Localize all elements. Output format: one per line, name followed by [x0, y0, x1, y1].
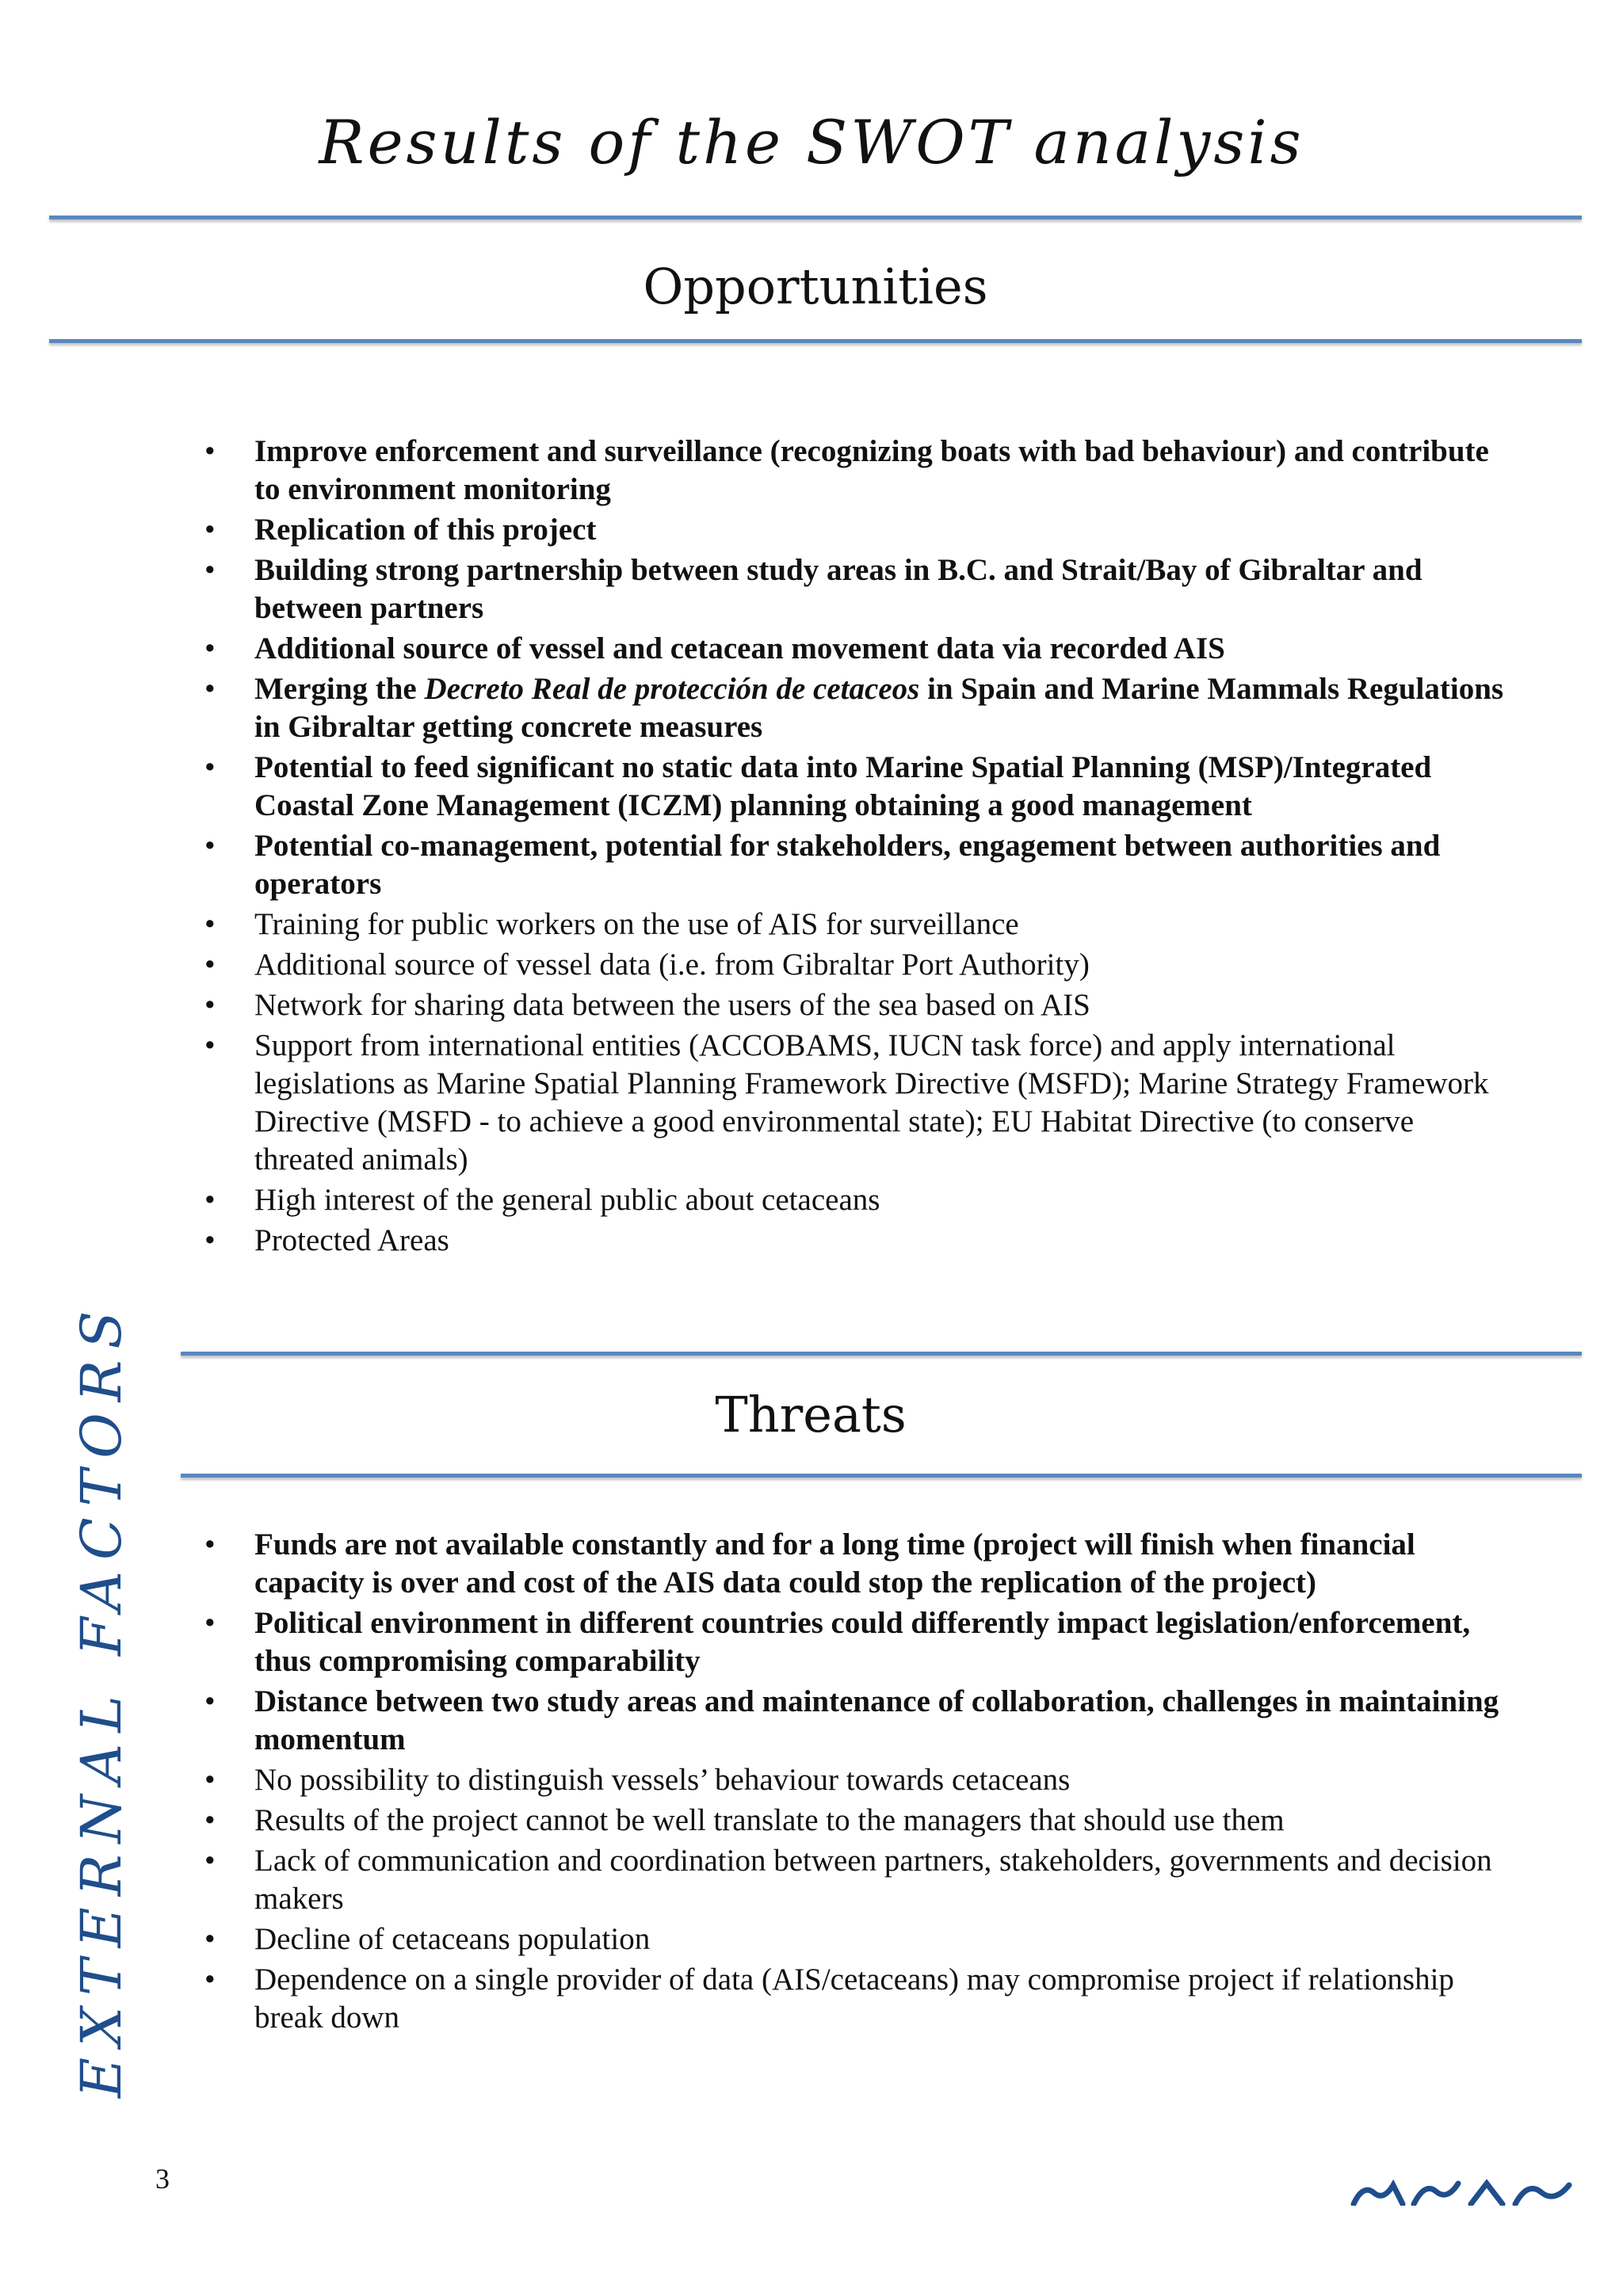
threats-item-text: Distance between two study areas and maintenance of collaboration, challenges in maintaining momentum	[254, 1684, 1499, 1756]
opportunities-item	[204, 906, 1504, 944]
opportunities-item	[204, 511, 1504, 549]
opportunities-item	[204, 827, 1504, 903]
opportunities-item-text: Additional source of vessel data (i.e. from Gibraltar Port Authority)	[254, 948, 1090, 982]
opportunities-item-text: Support from international entities (ACCOBAMS, IUCN task force) and apply international legislations as Marine Spatial Planning Framework Directive (MSFD); Marine Strategy Framework Directive (MSFD - to achieve a good environmental state); EU Habitat Directive (to conserve threated animals)	[254, 1028, 1489, 1177]
opportunities-item	[204, 630, 1504, 668]
opportunities-top-rule	[49, 215, 1582, 219]
threats-item	[204, 1802, 1504, 1840]
opportunities-heading: Opportunities	[643, 257, 988, 315]
opportunities-item-text: Improve enforcement and surveillance (recognizing boats with bad behaviour) and contribute to environment monitoring	[254, 434, 1489, 506]
threats-item	[204, 1761, 1504, 1799]
threats-bottom-rule	[181, 1474, 1582, 1478]
opportunities-item-text: Protected Areas	[254, 1223, 449, 1257]
opportunities-item	[204, 670, 1504, 746]
external-factors-label: EXTERNAL FACTORS	[69, 1299, 134, 2098]
opportunities-item-text: in Spain and Marine Mammals Regulations in Gibraltar getting concrete measures	[254, 672, 1504, 744]
opportunities-item-text: Building strong partnership between study areas in B.C. and Strait/Bay of Gibraltar and between partners	[254, 553, 1423, 625]
opportunities-item	[204, 946, 1504, 984]
threats-top-rule	[181, 1352, 1582, 1356]
page-title: Results of the SWOT analysis	[319, 107, 1304, 177]
threats-item-text: Decline of cetaceans population	[254, 1922, 651, 1956]
threats-item	[204, 1920, 1504, 1958]
threats-item	[204, 1526, 1504, 1602]
threats-item-text: Funds are not available constantly and for a long time (project will finish when financial capacity is over and cost of the AIS data could stop the replication of the project)	[254, 1527, 1415, 1600]
opportunities-item-text: Training for public workers on the use of AIS for surveillance	[254, 907, 1019, 941]
page-number: 3	[155, 2163, 170, 2195]
threats-list	[204, 1526, 1504, 2039]
opportunities-list	[204, 433, 1504, 1262]
threats-item	[204, 1683, 1504, 1759]
opportunities-item-italic-text: Decreto Real de protección de cetaceos	[424, 672, 920, 706]
opportunities-item	[204, 1181, 1504, 1219]
opportunities-item-text: High interest of the general public about cetaceans	[254, 1183, 880, 1217]
opportunities-item-text: Potential to feed significant no static data into Marine Spatial Planning (MSP)/Integrated Coastal Zone Management (ICZM) planning obtaining a good management	[254, 750, 1432, 822]
opportunities-item-text: Network for sharing data between the users of the sea based on AIS	[254, 988, 1090, 1022]
threats-item	[204, 1604, 1504, 1680]
threats-item	[204, 1842, 1504, 1918]
threats-item-text: Lack of communication and coordination between partners, stakeholders, governments and decision makers	[254, 1844, 1492, 1916]
opportunities-item-text: Replication of this project	[254, 513, 597, 547]
threats-item-text: Political environment in different countries could differently impact legislation/enforcement, thus compromising comparability	[254, 1606, 1471, 1678]
threats-item-text: Dependence on a single provider of data (AIS/cetaceans) may compromise project if relationship break down	[254, 1962, 1454, 2035]
opportunities-item-text: Potential co-management, potential for stakeholders, engagement between authorities and operators	[254, 829, 1441, 901]
threats-heading: Threats	[715, 1386, 907, 1444]
opportunities-item	[204, 1222, 1504, 1260]
opportunities-item	[204, 433, 1504, 509]
threats-item	[204, 1961, 1504, 2037]
opportunities-item-text: Merging the	[254, 672, 425, 706]
opportunities-item	[204, 1027, 1504, 1179]
threats-item-text: No possibility to distinguish vessels’ behaviour towards cetaceans	[254, 1763, 1071, 1797]
opportunities-item	[204, 551, 1504, 627]
opportunities-item-text: Additional source of vessel and cetacean movement data via recorded AIS	[254, 631, 1225, 666]
opportunities-bottom-rule	[49, 339, 1582, 343]
opportunities-item	[204, 749, 1504, 825]
threats-item-text: Results of the project cannot be well translate to the managers that should use them	[254, 1803, 1285, 1837]
logo-icon	[1347, 2174, 1585, 2206]
opportunities-item	[204, 986, 1504, 1024]
